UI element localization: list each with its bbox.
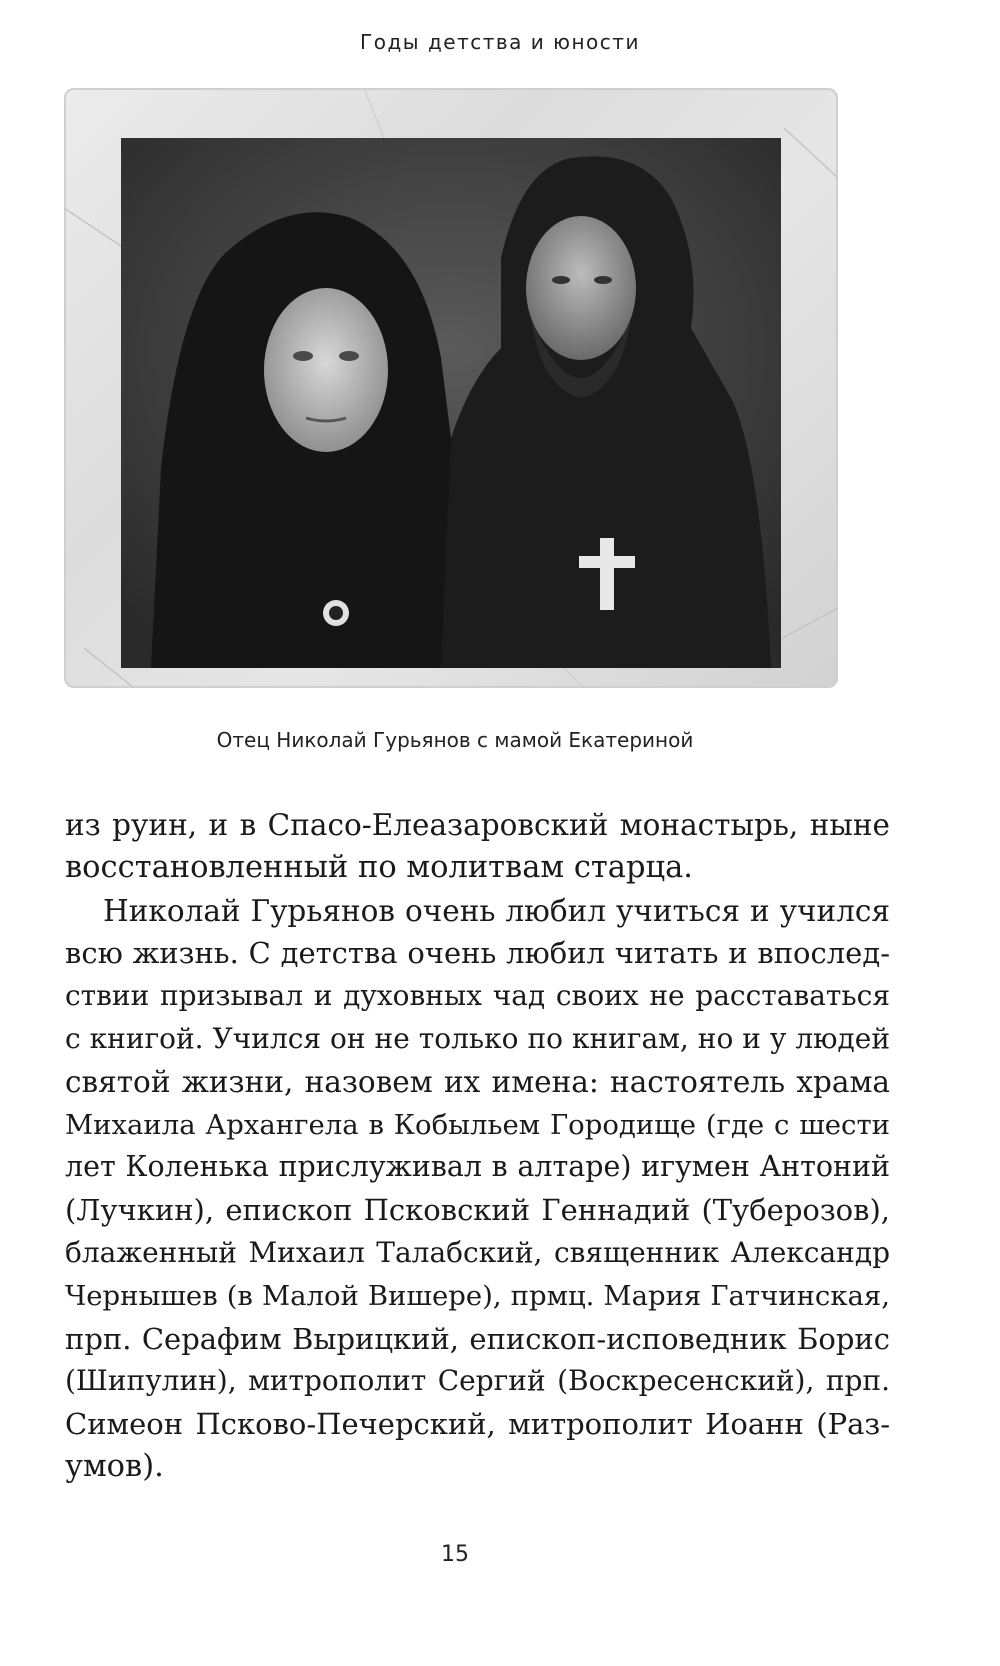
text-line: ствии призывал и духовных чад своих не расставаться [65, 979, 890, 1013]
mother-face [264, 288, 388, 452]
text-line: Чернышев (в Малой Вишере), прмц. Мария Гатчинская, [65, 1279, 890, 1312]
photo-frame [64, 88, 838, 688]
body-text [65, 804, 890, 1489]
text-line: (Лучкин), епископ Псковский Геннадий (Туберозов), [65, 1193, 890, 1228]
text-line: из руин, и в Спасо-Елеазаровский монастырь, ныне [65, 808, 890, 842]
photo-figures [121, 138, 781, 668]
text-line: всю жизнь. С детства очень любил читать и впослед- [65, 936, 890, 971]
text-line: с книгой. Учился он не только по книгам, но и у людей [65, 1021, 890, 1055]
photograph [121, 138, 781, 668]
page-number: 15 [441, 1542, 469, 1567]
text-line: Михаила Архангела в Кобыльем Городище (где с шести [65, 1108, 890, 1141]
text-line: святой жизни, назовем их имена: настоятель храма [65, 1064, 890, 1099]
photo-caption: Отец Николай Гурьянов с мамой Екатериной [216, 728, 694, 752]
text-line: Симеон Псково-Печерский, митрополит Иоанн (Раз- [65, 1407, 890, 1442]
text-line: Николай Гурьянов очень любил учиться и учился [103, 893, 890, 928]
text-line: блаженный Михаил Талабский, священник Александр [65, 1235, 890, 1269]
text-line: лет Коленька прислуживал в алтаре) игумен Антоний [65, 1150, 890, 1184]
text-line: восстановленный по молитвам старца. [65, 849, 693, 885]
text-line: (Шипулин), митрополит Сергий (Воскресенский), прп. [65, 1364, 890, 1398]
running-head: Годы детства и юности [360, 30, 640, 54]
text-line: прп. Серафим Вырицкий, епископ-исповедник Борис [65, 1321, 890, 1356]
text-line: умов). [65, 1448, 164, 1484]
son-face [526, 216, 636, 360]
